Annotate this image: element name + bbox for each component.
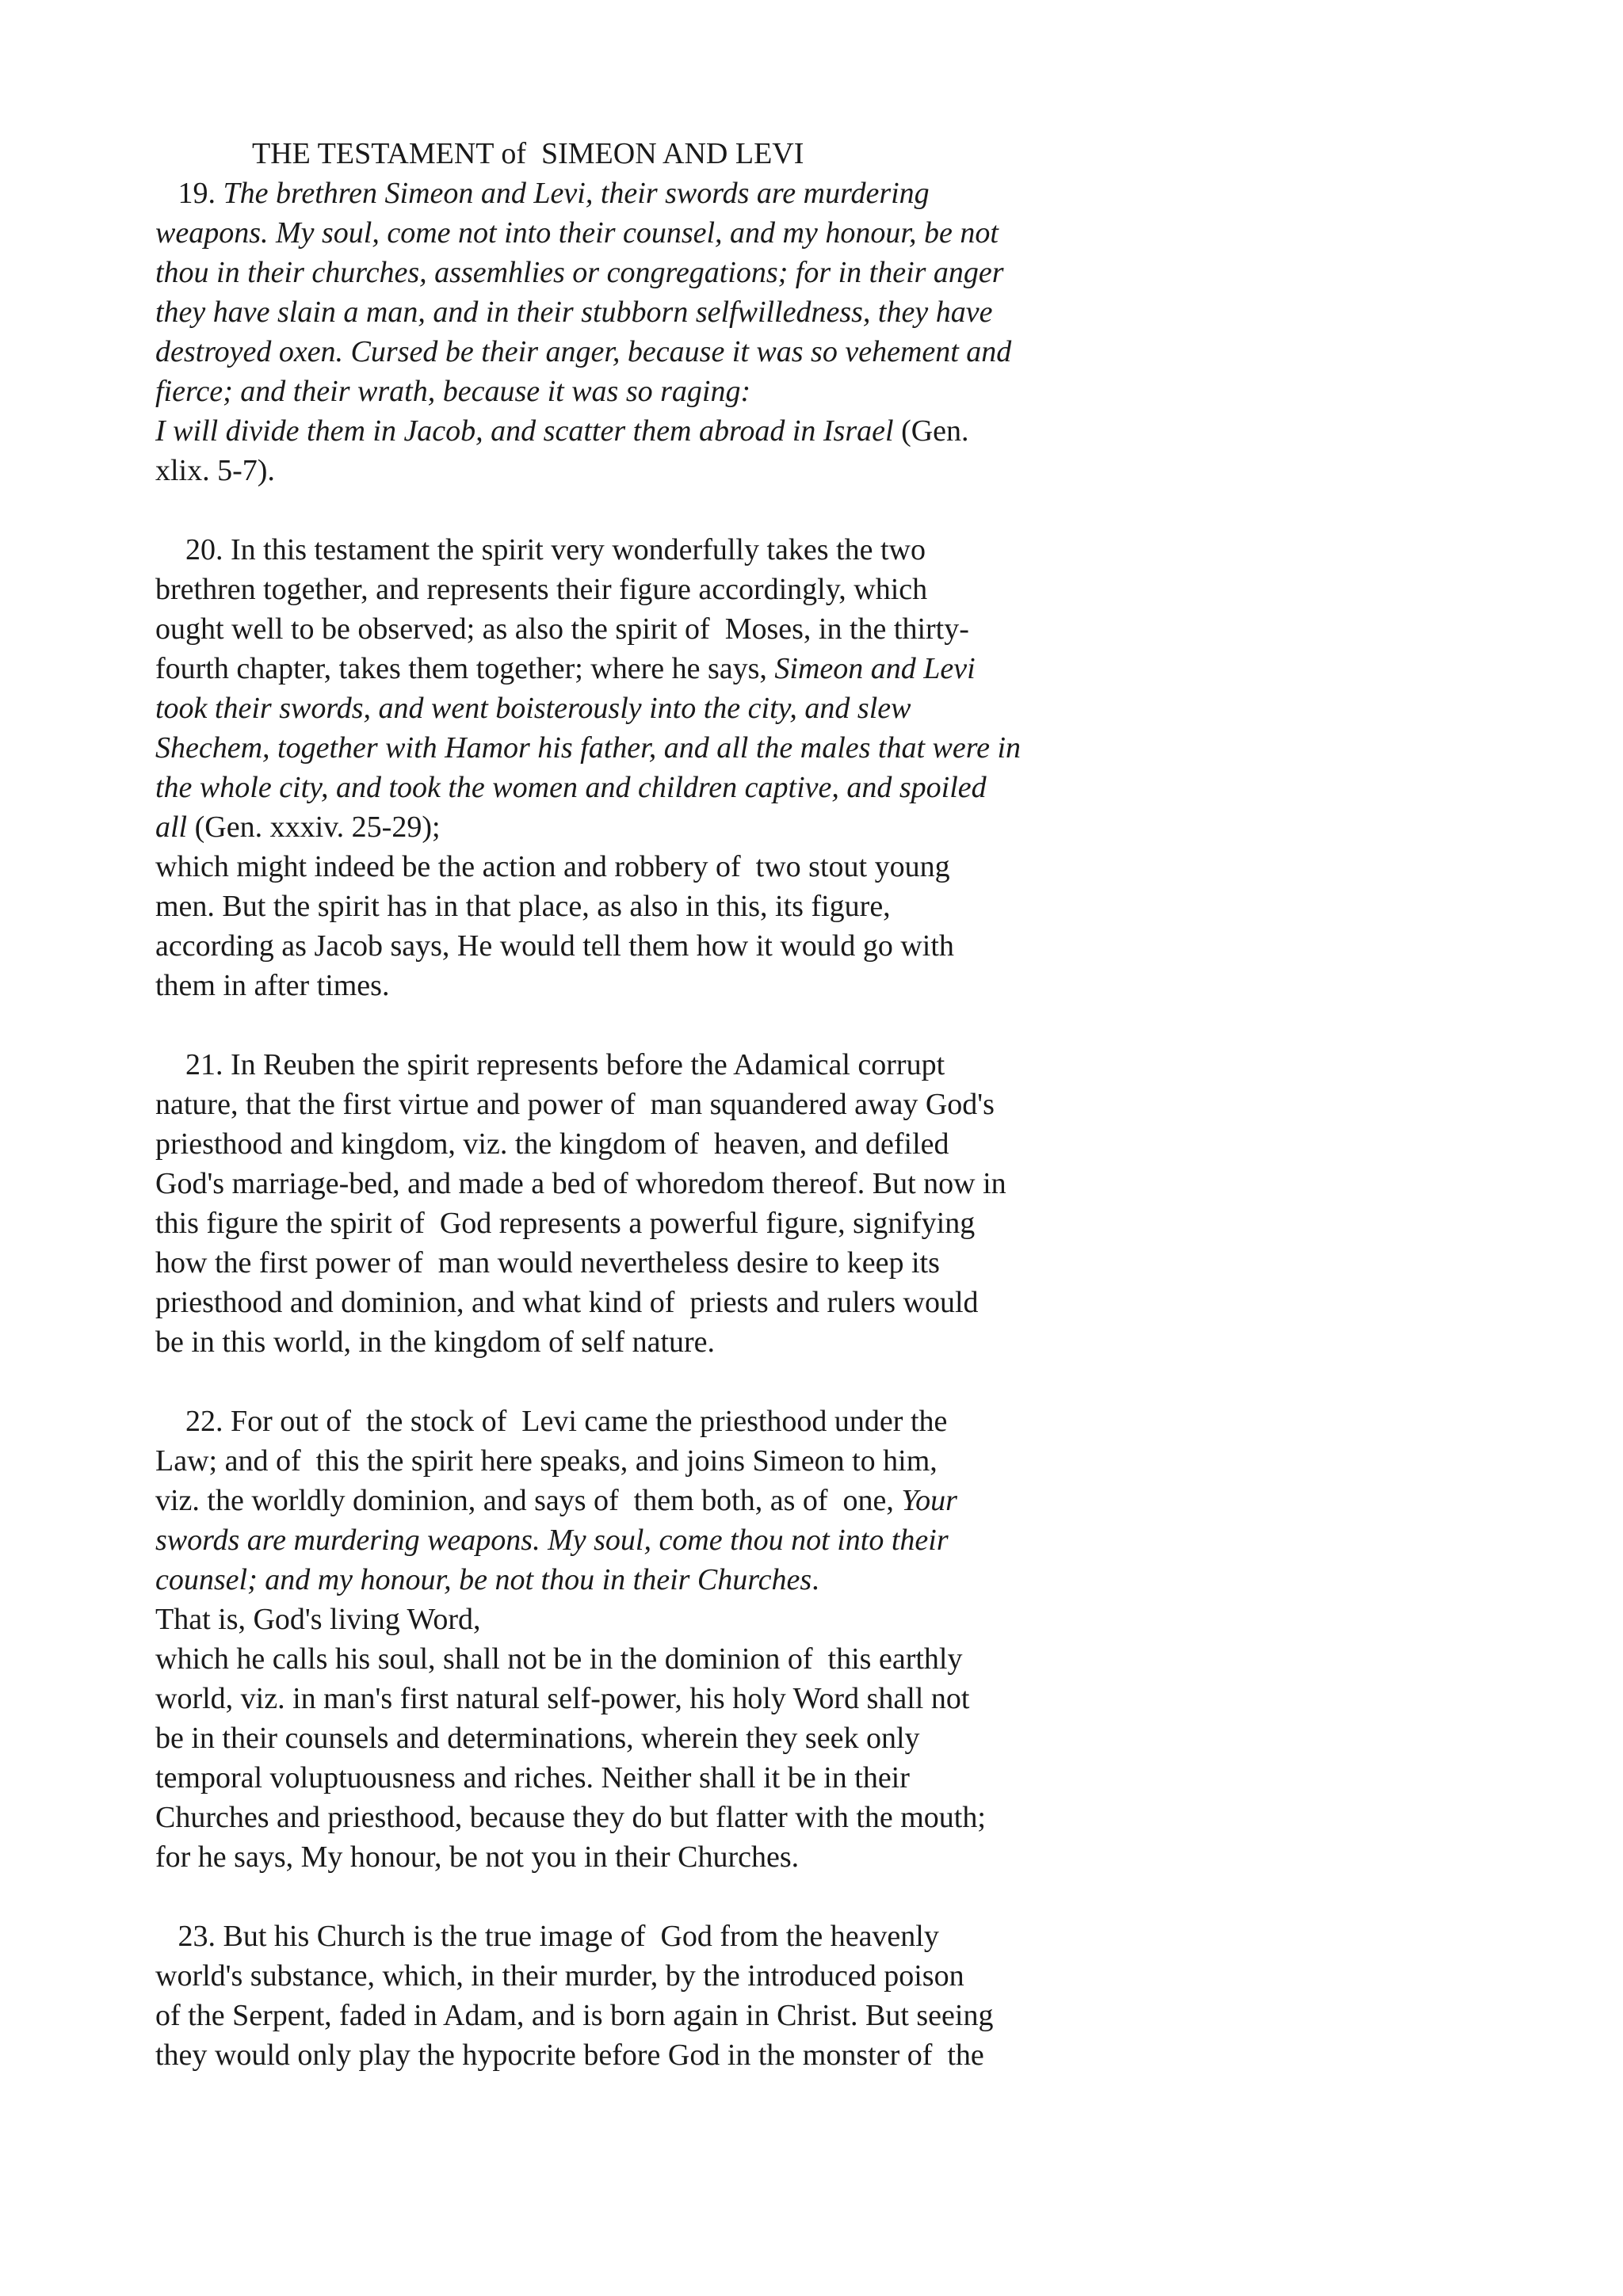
text-line (155, 1798, 986, 1837)
text-run: be in their counsels and determinations, wherein they seek only (155, 1722, 920, 1755)
text-line (155, 1718, 920, 1758)
text-line (155, 1917, 939, 1956)
text-run: for he says, My honour, be not you in their Churches. (155, 1840, 800, 1874)
text-line (155, 174, 930, 213)
text-run: priesthood and kingdom, viz. the kingdom of heaven, and defiled (155, 1127, 949, 1161)
text-line (155, 728, 1021, 768)
text-line (155, 1045, 945, 1085)
text-line (155, 1124, 949, 1164)
text-line (155, 966, 389, 1005)
text-run: xlix. 5-7). (155, 454, 275, 487)
text-line (155, 1520, 949, 1560)
text-line (155, 1758, 910, 1798)
text-line (155, 1283, 979, 1322)
text-line (155, 253, 1004, 292)
text-run: this figure the spirit of God represents a powerful figure, signifying (155, 1207, 976, 1240)
text-run: fourth chapter, takes them together; where he says, (155, 652, 775, 685)
text-run: That is, God's living Word, (155, 1603, 481, 1636)
text-line (155, 768, 987, 807)
text-line (155, 1441, 938, 1481)
text-run: men. But the spirit has in that place, as also in this, its figure, (155, 890, 891, 923)
text-line (155, 1837, 799, 1877)
text-line (155, 688, 911, 728)
text-line (155, 1956, 964, 1996)
text-run: which might indeed be the action and robbery of two stout young (155, 850, 950, 883)
text-run: ought well to be observed; as also the spirit of Moses, in the thirty- (155, 612, 969, 646)
italic-run: took their swords, and went boisterously into the city, and slew (155, 692, 911, 725)
text-line (155, 2035, 984, 2075)
text-line (155, 926, 954, 966)
text-run: 23. But his Church is the true image of God from the heavenly (155, 1920, 939, 1953)
text-line (155, 530, 926, 570)
text-line (155, 609, 969, 649)
text-run: them in after times. (155, 969, 390, 1002)
document-title: THE TESTAMENT of SIMEON AND LEVI (252, 137, 804, 170)
text-run: which he calls his soul, shall not be in the dominion of this earthly (155, 1642, 963, 1676)
italic-run: all (155, 810, 188, 844)
text-run: Law; and of this the spirit here speaks, and joins Simeon to him, (155, 1444, 938, 1478)
italic-run: destroyed oxen. Cursed be their anger, because it was so vehement and (155, 335, 1012, 368)
text-run: temporal voluptuousness and riches. Neither shall it be in their (155, 1761, 910, 1794)
text-run: 21. In Reuben the spirit represents before the Adamical corrupt (155, 1048, 945, 1081)
italic-run: Your (901, 1484, 957, 1517)
text-run: viz. the worldly dominion, and says of them both, as of one, (155, 1484, 902, 1517)
italic-run: counsel; and my honour, be not thou in their Churches (155, 1563, 812, 1596)
italic-run: thou in their churches, assemhlies or congregations; for in their anger (155, 256, 1004, 289)
text-line (155, 451, 275, 490)
text-line (155, 1164, 1006, 1203)
text-line (155, 292, 992, 332)
text-run: (Gen. (893, 414, 969, 448)
text-run: be in this world, in the kingdom of self nature. (155, 1325, 716, 1359)
italic-run: they have slain a man, and in their stubborn selfwilledness, they have (155, 296, 993, 329)
italic-run: I will divide them in Jacob, and scatter them abroad in Israel (155, 414, 894, 448)
text-line (155, 1481, 957, 1520)
text-line (155, 1243, 940, 1283)
italic-run: swords are murdering weapons. My soul, come thou not into their (155, 1524, 949, 1557)
text-line (155, 807, 441, 847)
italic-run: the whole city, and took the women and children captive, and spoiled (155, 771, 987, 804)
text-run: brethren together, and represents their figure accordingly, which (155, 573, 928, 606)
italic-run: fierce; and their wrath, because it was so raging: (155, 375, 751, 408)
italic-run: Simeon and Levi (774, 652, 976, 685)
text-run: 19. (155, 177, 223, 210)
text-run: (Gen. xxxiv. 25-29); (187, 810, 441, 844)
text-line (155, 1402, 947, 1441)
text-line (155, 649, 976, 688)
text-line (155, 570, 927, 609)
text-line (155, 847, 950, 887)
text-line (155, 1600, 481, 1639)
italic-run: Shechem, together with Hamor his father, and all the males that were in (155, 731, 1022, 765)
text-run: 22. For out of the stock of Levi came the priesthood under the (155, 1405, 948, 1438)
text-line (155, 372, 750, 411)
text-line (155, 1203, 975, 1243)
text-run: Churches and priesthood, because they do but flatter with the mouth; (155, 1801, 986, 1834)
text-line (155, 332, 1011, 372)
text-run: priesthood and dominion, and what kind of priests and rulers would (155, 1286, 979, 1319)
text-line (155, 1679, 969, 1718)
text-line (155, 1085, 995, 1124)
text-run: of the Serpent, faded in Adam, and is born again in Christ. But seeing (155, 1999, 994, 2032)
text-run: . (812, 1563, 819, 1596)
text-run: nature, that the first virtue and power of man squandered away God's (155, 1088, 995, 1121)
italic-run: The brethren Simeon and Levi, their swords are murdering (223, 177, 930, 210)
text-line (155, 1639, 962, 1679)
text-run: God's marriage-bed, and made a bed of whoredom thereof. But now in (155, 1167, 1006, 1200)
text-line (155, 411, 969, 451)
italic-run: weapons. My soul, come not into their counsel, and my honour, be not (155, 216, 999, 250)
text-run: they would only play the hypocrite before God in the monster of the (155, 2039, 984, 2072)
text-line (155, 887, 891, 926)
text-line (155, 213, 999, 253)
text-run: world, viz. in man's first natural self-power, his holy Word shall not (155, 1682, 970, 1715)
text-line (155, 1560, 819, 1600)
text-line (155, 1322, 715, 1362)
text-run: how the first power of man would nevertheless desire to keep its (155, 1246, 940, 1280)
text-run: world's substance, which, in their murder, by the introduced poison (155, 1959, 964, 1993)
text-run: according as Jacob says, He would tell them how it would go with (155, 929, 954, 963)
text-run: 20. In this testament the spirit very wonderfully takes the two (155, 533, 926, 566)
text-line (155, 1996, 993, 2035)
